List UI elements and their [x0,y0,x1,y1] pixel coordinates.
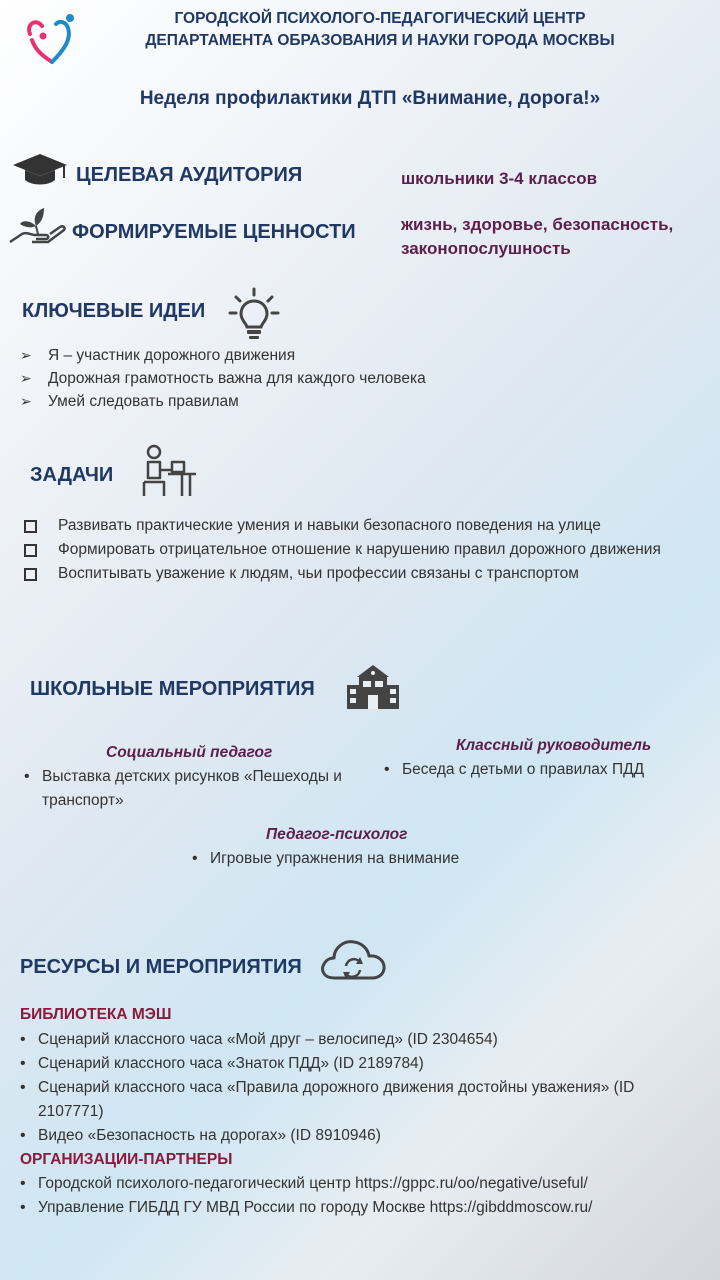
list-item: • Видео «Безопасность на дорогах» (ID 8910946) [20,1124,700,1148]
list-item: • Сценарий классного часа «Знаток ПДД» (ID 2189784) [20,1052,700,1076]
graduation-cap-icon [12,152,68,188]
values-label: ФОРМИРУЕМЫЕ ЦЕННОСТИ [72,221,356,243]
cloud-sync-icon [318,936,388,984]
social-pedagogue-list [22,765,367,813]
hand-sprout-icon [8,204,68,248]
list-item: • Выставка детских рисунков «Пешеходы и транспорт» [22,765,367,813]
tasks-list [20,514,700,586]
list-item: ➢ Дорожная грамотность важна для каждого человека [20,367,700,390]
list-item: • Городской психолого-педагогический центр https://gppc.ru/oo/negative/useful/ [20,1172,710,1196]
org-line-2: ДЕПАРТАМЕНТА ОБРАЗОВАНИЯ И НАУКИ ГОРОДА МОСКВЫ [145,32,615,49]
audience-value: школьники 3-4 классов [401,169,598,188]
library-title: БИБЛИОТЕКА МЭШ [20,1006,172,1023]
tasks-title: ЗАДАЧИ [30,464,114,486]
organization-header [100,8,660,52]
key-ideas-list [20,344,700,413]
class-teacher-list [382,758,712,782]
library-list [20,1028,700,1148]
list-item: Формировать отрицательное отношение к нарушению правил дорожного движения [20,538,700,562]
list-item: Воспитывать уважение к людям, чьи профессии связаны с транспортом [20,562,700,586]
list-item: • Игровые упражнения на внимание [190,847,590,871]
school-events-title: ШКОЛЬНЫЕ МЕРОПРИЯТИЯ [30,678,315,700]
school-building-icon [345,663,401,711]
list-item: ➢ Умей следовать правилам [20,390,700,413]
org-line-1: ГОРОДСКОЙ ПСИХОЛОГО-ПЕДАГОГИЧЕСКИЙ ЦЕНТР [174,10,586,27]
role-class-teacher: Классный руководитель [456,737,652,754]
audience-label: ЦЕЛЕВАЯ АУДИТОРИЯ [76,164,303,186]
week-title: Неделя профилактики ДТП «Внимание, дорога!» [139,88,601,109]
partners-list [20,1172,710,1220]
list-item: • Сценарий классного часа «Мой друг – велосипед» (ID 2304654) [20,1028,700,1052]
list-item: • Беседа с детьми о правилах ПДД [382,758,712,782]
list-item: • Управление ГИБДД ГУ МВД России по городу Москве https://gibddmoscow.ru/ [20,1196,710,1220]
logo-heart-icon [22,12,78,68]
list-item: Развивать практические умения и навыки безопасного поведения на улице [20,514,700,538]
student-desk-icon [142,444,198,498]
values-line-2: законопослушность [401,239,571,258]
lightbulb-icon [228,287,280,341]
psychologist-list [190,847,590,871]
values-line-1: жизнь, здоровье, безопасность, [401,215,674,234]
partners-title: ОРГАНИЗАЦИИ-ПАРТНЕРЫ [20,1151,233,1168]
resources-title: РЕСУРСЫ И МЕРОПРИЯТИЯ [20,956,302,978]
key-ideas-title: КЛЮЧЕВЫЕ ИДЕИ [22,300,206,322]
values-value [401,213,673,261]
list-item: • Сценарий классного часа «Правила дорожного движения достойны уважения» (ID 2107771) [20,1076,700,1124]
role-psychologist: Педагог-психолог [266,826,408,843]
list-item: ➢ Я – участник дорожного движения [20,344,700,367]
role-social-pedagogue: Социальный педагог [106,744,273,761]
